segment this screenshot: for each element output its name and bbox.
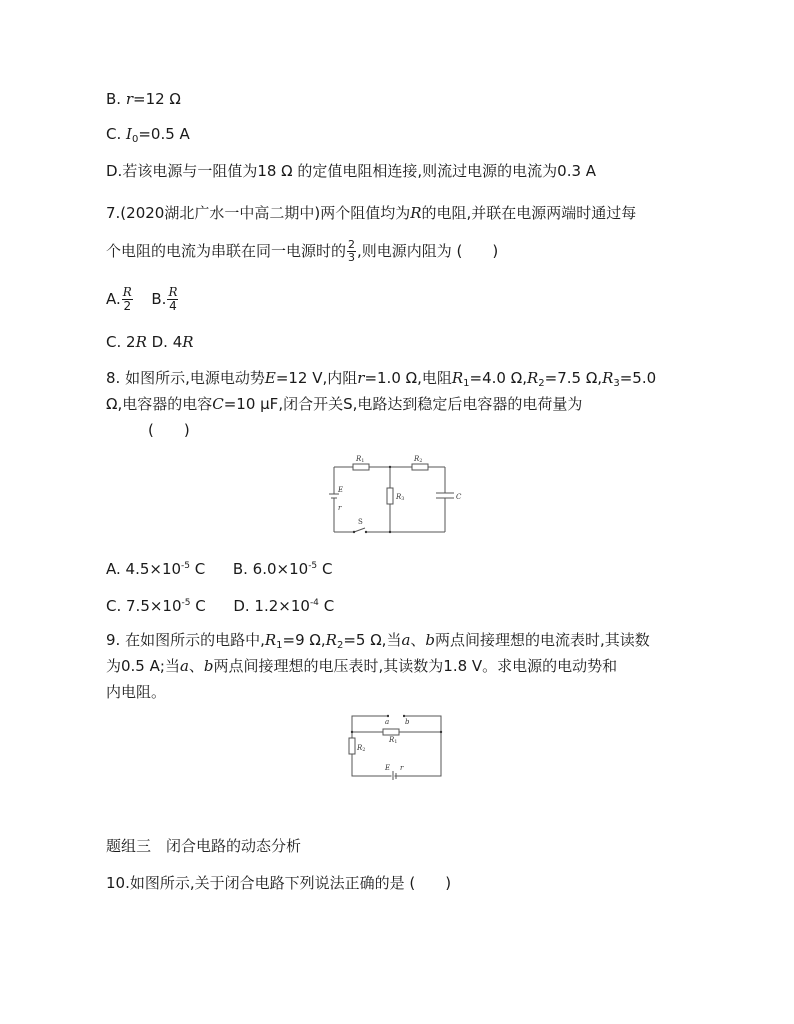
q7-option-b-label: B.: [151, 290, 167, 308]
q7-options-cd: [106, 332, 194, 352]
unit: C: [318, 597, 335, 615]
option-c-value: =0.5 A: [138, 125, 190, 143]
q9-text: 、: [188, 657, 204, 675]
var-r2-sub: 2: [336, 640, 344, 651]
fig2-b-label: b: [405, 718, 410, 726]
fig1-r3-label: R3: [396, 493, 405, 502]
var-r1-sub: 1: [463, 378, 470, 389]
circuit-diagram-2: [345, 712, 445, 780]
q8-options-cd: [106, 593, 334, 616]
var-r-cap: R: [410, 204, 422, 222]
q7-line1: [106, 203, 636, 223]
option-b-line: [106, 89, 181, 109]
q8-text: 8. 如图所示,电源电动势: [106, 369, 265, 387]
fig2-a-label: a: [385, 718, 390, 726]
q8-line3: ( ): [148, 421, 190, 439]
q8-option-c: C. 7.5×10: [106, 597, 182, 615]
q8-line2: [106, 394, 582, 414]
q7-text-b: 的电阻,并联在电源两端时通过每: [421, 204, 637, 222]
q10-line: 10.如图所示,关于闭合电路下列说法正确的是 ( ): [106, 874, 452, 892]
unit: C: [190, 560, 206, 578]
q8-option-b: B. 6.0×10: [232, 560, 309, 578]
exponent: -5: [181, 561, 191, 571]
circuit-figure-1: [320, 452, 490, 548]
q9-text: =5 Ω,当: [343, 631, 402, 649]
fraction-denominator: 2: [123, 299, 132, 313]
option-d-line: D.若该电源与一阻值为18 Ω 的定值电阻相连接,则流过电源的电流为0.3 A: [106, 162, 597, 180]
q9-line2: [106, 656, 617, 676]
fig2-r2-label: R2: [357, 744, 366, 753]
q8-text: =12 V,内阻: [275, 369, 358, 387]
var-a: a: [179, 657, 189, 675]
var-r1: R: [451, 369, 464, 387]
option-c-line: [106, 124, 190, 150]
fig1-c-label: C: [456, 493, 462, 501]
option-b-label: B.: [106, 90, 126, 108]
q9-text: 两点间接理想的电流表时,其读数: [435, 631, 650, 649]
q7-line2: [106, 239, 498, 264]
unit: C: [190, 597, 206, 615]
fraction-denominator: 4: [169, 299, 177, 313]
var-r3-sub: 3: [613, 378, 620, 389]
q7-text-c: 个电阻的电流为串联在同一电源时的: [106, 242, 347, 260]
var-a: a: [401, 631, 411, 649]
q8-option-a: A. 4.5×10: [106, 560, 182, 578]
fig1-r2-label: R2: [414, 455, 423, 464]
fig2-e-label: E: [385, 764, 391, 772]
var-r-cap: R: [135, 333, 147, 351]
circuit-diagram-1: [320, 452, 490, 544]
var-r1-sub: 1: [276, 640, 283, 651]
section-heading: 题组三 闭合电路的动态分析: [106, 837, 302, 855]
fig2-r1-label: R1: [389, 736, 398, 745]
q7-option-a-label: A.: [106, 290, 121, 308]
var-r1: R: [264, 631, 277, 649]
var-r2: R: [325, 631, 337, 649]
var-c: C: [212, 395, 224, 413]
option-c-label: C.: [106, 125, 127, 143]
var-r-cap: R: [182, 333, 194, 351]
exponent: -5: [308, 561, 318, 571]
q8-option-d: D. 1.2×10: [233, 597, 310, 615]
exponent: -5: [181, 598, 191, 608]
q8-text: Ω,电容器的电容: [106, 395, 213, 413]
q7-option-a-fraction: [122, 286, 133, 313]
var-i-sub: 0: [131, 134, 139, 145]
q8-text: =4.0 Ω,: [469, 369, 527, 387]
fraction-denominator: 3: [348, 251, 356, 264]
q8-text: =7.5 Ω,: [544, 369, 603, 387]
q7-text-d: ,则电源内阻为 ( ): [357, 242, 499, 260]
fig1-switch-label: S: [358, 518, 363, 526]
q8-text: =5.0: [619, 369, 657, 387]
fraction-numerator: R: [122, 285, 132, 299]
q9-line3: 内电阻。: [106, 683, 167, 701]
exponent: -4: [309, 598, 319, 608]
q9-text: =9 Ω,: [282, 631, 326, 649]
q8-line1: [106, 368, 656, 394]
fig1-e-label: E: [338, 486, 344, 494]
q8-options-ab: [106, 556, 332, 579]
q8-text: =1.0 Ω,电阻: [364, 369, 452, 387]
fraction-numerator: 2: [348, 238, 356, 251]
var-r: r: [125, 90, 133, 108]
var-e: E: [264, 369, 276, 387]
var-b: b: [203, 657, 214, 675]
fraction-numerator: R: [168, 285, 178, 299]
var-r2-sub: 2: [538, 378, 545, 389]
q7-options-ab: [106, 286, 179, 313]
q7-option-d: D. 4: [146, 333, 183, 351]
q8-text: =10 μF,闭合开关S,电路达到稳定后电容器的电荷量为: [223, 395, 583, 413]
fig1-r-label: r: [338, 504, 342, 512]
fig1-r1-label: R1: [356, 455, 365, 464]
q9-text: 9. 在如图所示的电路中,: [106, 631, 265, 649]
var-i: I: [126, 125, 132, 143]
var-r3: R: [602, 369, 614, 387]
q7-text-a: 7.(2020湖北广水一中高二期中)两个阻值均为: [106, 204, 411, 222]
var-r: r: [357, 369, 365, 387]
q9-line1: [106, 630, 650, 656]
var-b: b: [425, 631, 436, 649]
fig2-r-label: r: [400, 764, 404, 772]
q7-option-c: C. 2: [106, 333, 136, 351]
unit: C: [317, 560, 333, 578]
q9-text: 、: [410, 631, 426, 649]
q7-option-b-fraction: [167, 286, 178, 313]
var-r2: R: [526, 369, 539, 387]
circuit-figure-2: [345, 712, 445, 784]
option-b-value: =12 Ω: [133, 90, 181, 108]
q9-text: 为0.5 A;当: [106, 657, 180, 675]
q9-text: 两点间接理想的电压表时,其读数为1.8 V。求电源的电动势和: [213, 657, 618, 675]
fraction-two-thirds: [347, 239, 356, 264]
